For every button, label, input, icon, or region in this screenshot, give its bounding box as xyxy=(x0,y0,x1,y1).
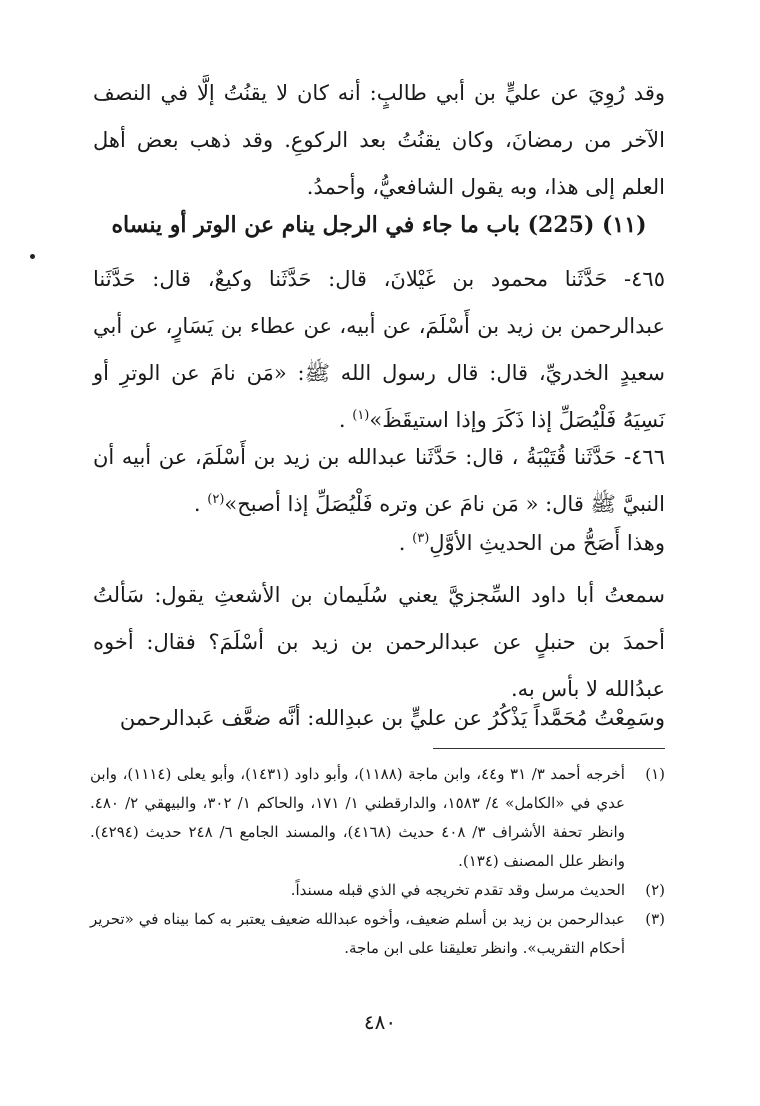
footnote-2 xyxy=(90,876,665,905)
paragraph-sahih xyxy=(93,520,665,567)
sahih-text: وهذا أَصَحُّ من الحديثِ الأوَّلِ xyxy=(429,531,665,555)
footnote-ref-2: (٢) xyxy=(207,492,225,507)
footnote-1 xyxy=(90,760,665,876)
footnote-text: أخرجه أحمد ٣/ ٣١ و٤٤، وابن ماجة (١١٨٨)، وأبو داود (١٤٣١)، وأبو يعلى (١١١٤)، وابن عدي في «الكامل» ٤/ ١٥٨٣، والدارقطني ١/ ١٧١، والحاكم ١/ ٣٠٢، والبيهقي ٢/ ٤٨٠. وانظر تحفة الأشراف ٣/ ٤٠٨ حديث (٤١٦٨)، والمسند الجامع ٦/ ٢٤٨ حديث (٤٢٩٤). وانظر علل المصنف (١٣٤). xyxy=(90,765,625,870)
footnote-separator xyxy=(433,748,665,749)
paragraph-abu-dawud: سمعتُ أبا داود السِّجزيَّ يعني سُلَيمان بن الأشعثِ يقول: سَألتُ أحمدَ بن حنبلٍ عن عبدالرحمن بن زيد بن أسْلَمَ؟ فقال: أخوه عبدُالله لا بأس به. xyxy=(93,583,665,701)
hadith-466-text: ٤٦٦- حَدَّثَنا قُتَيْبَةُ ، قال: حَدَّثَنا عبدالله بن زيد بن أَسْلَمَ، عن أبيه أن النبيَّ ﷺ قال: « مَن نامَ عن وتره فَلْيُصَلِّ إذا أصبح» xyxy=(93,445,665,516)
footnote-number: (١) xyxy=(645,765,665,783)
chapter-heading: (١١) (225) باب ما جاء في الرجل ينام عن الوتر أو ينساه xyxy=(111,212,647,238)
footnote-3 xyxy=(90,905,665,963)
footnote-text: عبدالرحمن بن زيد بن أسلم ضعيف، وأخوه عبدالله ضعيف يعتبر به كما بيناه في «تحرير أحكام التقريب». وانظر تعليقنا على ابن ماجة. xyxy=(90,910,625,957)
footnote-ref-3: (٣) xyxy=(412,531,430,546)
footnote-number: (٣) xyxy=(645,910,665,928)
footnote-number: (٢) xyxy=(645,881,665,899)
footnote-text: الحديث مرسل وقد تقدم تخريجه في الذي قبله مسنداً. xyxy=(290,881,625,899)
hadith-466-end: . xyxy=(193,492,208,516)
sahih-end: . xyxy=(398,531,413,555)
hadith-465 xyxy=(93,256,665,444)
footnote-ref-1: (١) xyxy=(352,408,370,423)
hadith-465-end: . xyxy=(338,408,353,432)
page-number: ٤٨٠ xyxy=(363,1010,397,1034)
hadith-465-text: ٤٦٥- حَدَّثَنا محمود بن غَيْلانَ، قال: حَدَّثَنا وكيعٌ، قال: حَدَّثَنا عبدالرحمن بن زيد بن أَسْلَمَ، عن أبيه، عن عطاء بن يَسَارٍ، عن أبي سعيدٍ الخدريِّ، قال: قال رسول الله ﷺ: «مَن نامَ عن الوترِ أو نَسِيَهُ فَلْيُصَلِّ إذا ذَكَرَ وإذا استيقَظَ» xyxy=(93,267,665,432)
paragraph-muhammad: وسَمِعْتُ مُحَمَّداً يَذْكُرُ عن عليٍّ بن عبدِالله: أنَّه ضعَّف عَبدالرحمن xyxy=(119,706,665,730)
footnotes xyxy=(90,760,665,963)
paragraph-qunut: وقد رُوِيَ عن عليٍّ بن أبي طالبٍ: أنه كان لا يقنُتُ إلَّا في النصف الآخر من رمضانَ، وكان يقنُتُ بعد الركوعِ. وقد ذهب بعض أهل العلم إلى هذا، وبه يقول الشافعيُّ، وأحمدُ. xyxy=(93,81,665,199)
hadith-466 xyxy=(93,434,665,528)
stray-mark xyxy=(30,254,35,259)
